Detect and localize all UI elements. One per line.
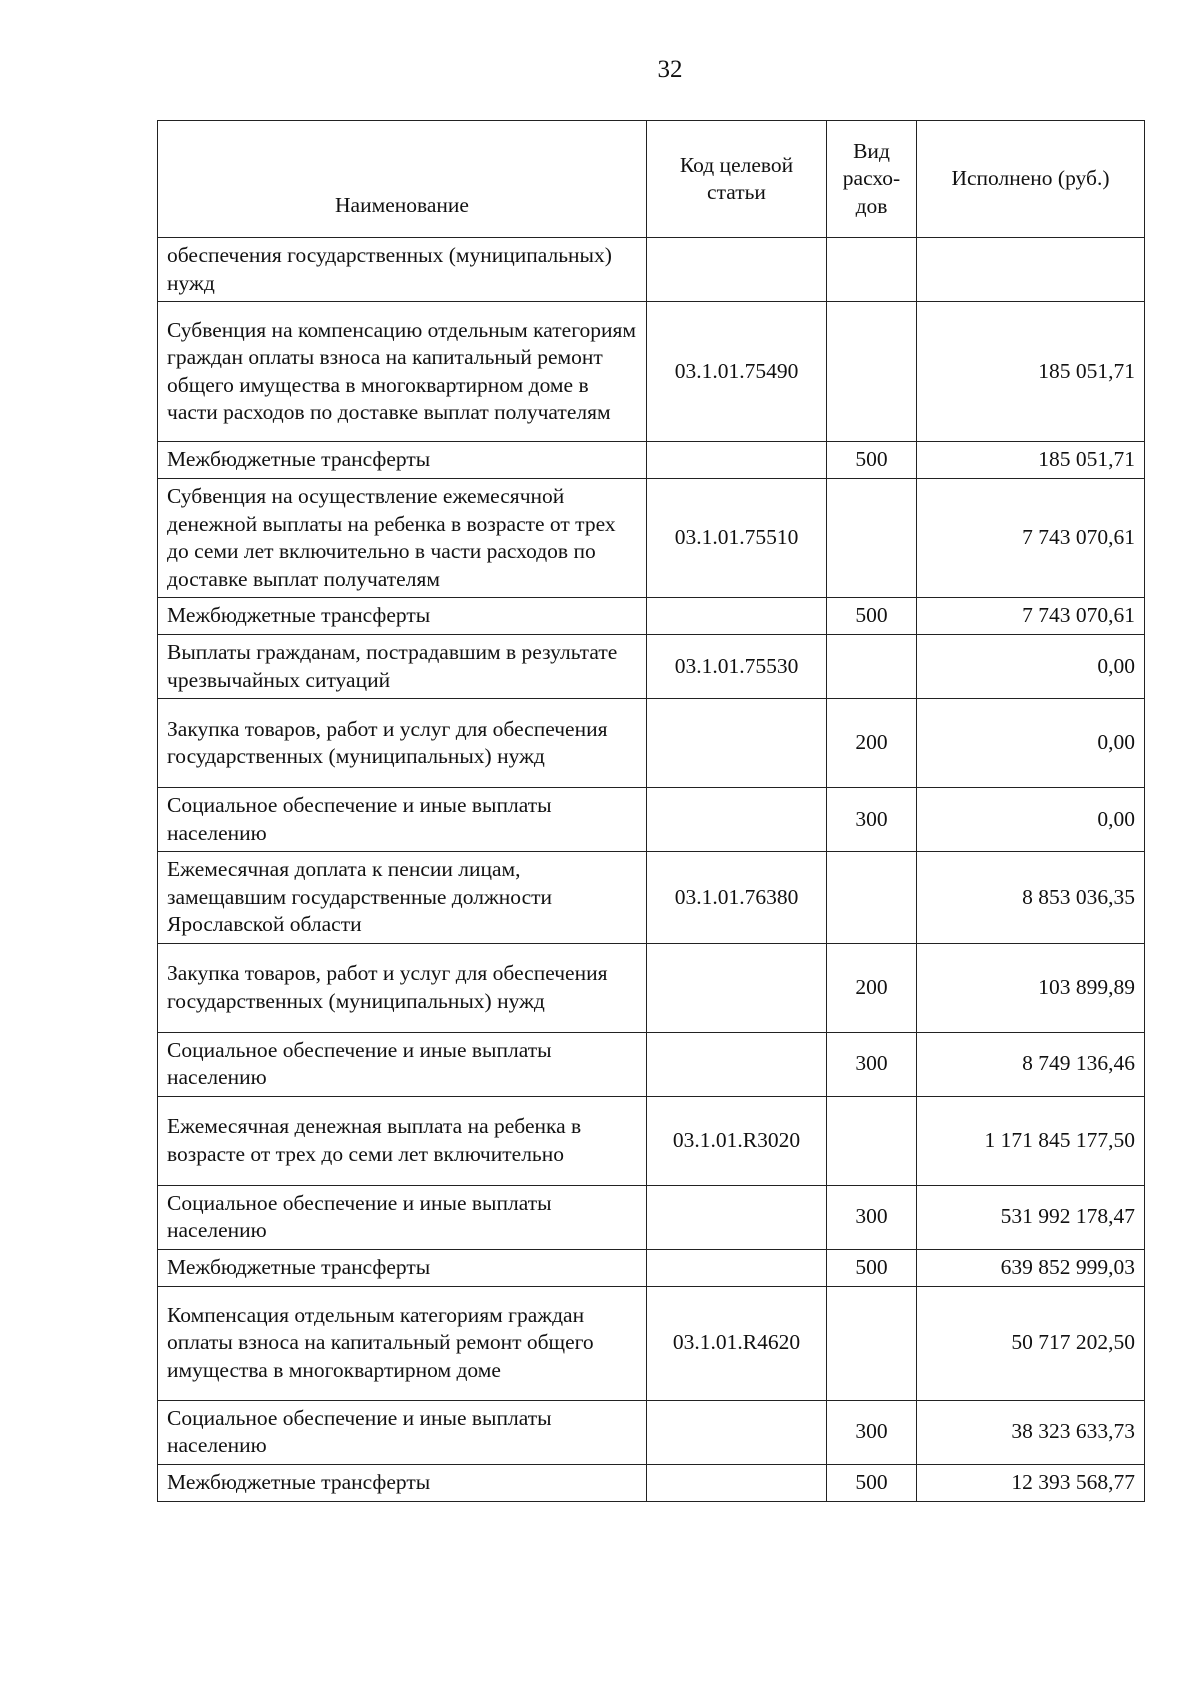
row-amount: 0,00 xyxy=(917,699,1145,788)
row-name: Закупка товаров, работ и услуг для обеспечения государственных (муниципальных) нужд xyxy=(158,943,647,1032)
row-amount: 0,00 xyxy=(917,635,1145,699)
row-name: Социальное обеспечение и иные выплаты населению xyxy=(158,1185,647,1249)
row-amount: 8 853 036,35 xyxy=(917,852,1145,944)
row-amount: 103 899,89 xyxy=(917,943,1145,1032)
row-kind xyxy=(827,479,917,598)
table-row xyxy=(158,1249,1145,1286)
expenditure-table xyxy=(157,120,1145,1502)
row-name: Межбюджетные трансферты xyxy=(158,1464,647,1501)
row-kind xyxy=(827,1286,917,1400)
row-kind xyxy=(827,238,917,302)
table-row xyxy=(158,788,1145,852)
row-code: 03.1.01.R3020 xyxy=(647,1096,827,1185)
row-kind: 300 xyxy=(827,788,917,852)
row-name: Ежемесячная денежная выплата на ребенка в возрасте от трех до семи лет включительно xyxy=(158,1096,647,1185)
row-code xyxy=(647,1464,827,1501)
row-amount: 8 749 136,46 xyxy=(917,1032,1145,1096)
row-code xyxy=(647,699,827,788)
row-amount: 7 743 070,61 xyxy=(917,598,1145,635)
table-row xyxy=(158,479,1145,598)
header-name: Наименование xyxy=(158,121,647,238)
row-amount: 185 051,71 xyxy=(917,302,1145,442)
row-kind: 300 xyxy=(827,1032,917,1096)
table-row xyxy=(158,635,1145,699)
row-amount: 7 743 070,61 xyxy=(917,479,1145,598)
row-code: 03.1.01.R4620 xyxy=(647,1286,827,1400)
row-kind xyxy=(827,635,917,699)
row-kind: 500 xyxy=(827,598,917,635)
table-row xyxy=(158,1286,1145,1400)
table-row xyxy=(158,1185,1145,1249)
row-name: Социальное обеспечение и иные выплаты населению xyxy=(158,788,647,852)
row-amount: 12 393 568,77 xyxy=(917,1464,1145,1501)
table-row xyxy=(158,238,1145,302)
row-amount: 1 171 845 177,50 xyxy=(917,1096,1145,1185)
row-code xyxy=(647,788,827,852)
row-kind: 500 xyxy=(827,1464,917,1501)
header-kind: Вид расхо-дов xyxy=(827,121,917,238)
page-number: 32 xyxy=(657,56,683,83)
row-name: Межбюджетные трансферты xyxy=(158,1249,647,1286)
row-name: Ежемесячная доплата к пенсии лицам, замещавшим государственные должности Ярославской области xyxy=(158,852,647,944)
row-name: Социальное обеспечение и иные выплаты населению xyxy=(158,1032,647,1096)
row-code xyxy=(647,1032,827,1096)
row-code: 03.1.01.75510 xyxy=(647,479,827,598)
row-amount: 50 717 202,50 xyxy=(917,1286,1145,1400)
row-name: обеспечения государственных (муниципальных) нужд xyxy=(158,238,647,302)
table-row xyxy=(158,1400,1145,1464)
row-kind: 200 xyxy=(827,943,917,1032)
row-code xyxy=(647,238,827,302)
table-row xyxy=(158,442,1145,479)
row-kind: 500 xyxy=(827,442,917,479)
row-name: Закупка товаров, работ и услуг для обеспечения государственных (муниципальных) нужд xyxy=(158,699,647,788)
table-row xyxy=(158,598,1145,635)
table-row xyxy=(158,699,1145,788)
row-name: Субвенция на компенсацию отдельным категориям граждан оплаты взноса на капитальный ремонт общего имущества в многоквартирном доме в части расходов по доставке выплат получателям xyxy=(158,302,647,442)
row-amount xyxy=(917,238,1145,302)
header-amount: Исполнено (руб.) xyxy=(917,121,1145,238)
table-row xyxy=(158,852,1145,944)
row-amount: 0,00 xyxy=(917,788,1145,852)
row-amount: 185 051,71 xyxy=(917,442,1145,479)
row-code xyxy=(647,1400,827,1464)
row-name: Субвенция на осуществление ежемесячной денежной выплаты на ребенка в возрасте от трех до семи лет включительно в части расходов по доставке выплат получателям xyxy=(158,479,647,598)
row-amount: 531 992 178,47 xyxy=(917,1185,1145,1249)
row-kind: 200 xyxy=(827,699,917,788)
row-code xyxy=(647,943,827,1032)
table-row xyxy=(158,1096,1145,1185)
header-code: Код целевой статьи xyxy=(647,121,827,238)
table-row xyxy=(158,1032,1145,1096)
table-body xyxy=(158,238,1145,1502)
row-name: Выплаты гражданам, пострадавшим в результате чрезвычайных ситуаций xyxy=(158,635,647,699)
row-code xyxy=(647,1185,827,1249)
row-kind: 300 xyxy=(827,1185,917,1249)
table-header-row xyxy=(158,121,1145,238)
row-kind xyxy=(827,302,917,442)
row-code: 03.1.01.75490 xyxy=(647,302,827,442)
table-row xyxy=(158,1464,1145,1501)
row-amount: 38 323 633,73 xyxy=(917,1400,1145,1464)
row-amount: 639 852 999,03 xyxy=(917,1249,1145,1286)
row-kind: 500 xyxy=(827,1249,917,1286)
row-code: 03.1.01.76380 xyxy=(647,852,827,944)
row-code xyxy=(647,598,827,635)
row-name: Межбюджетные трансферты xyxy=(158,598,647,635)
table-row xyxy=(158,943,1145,1032)
row-code xyxy=(647,442,827,479)
row-code: 03.1.01.75530 xyxy=(647,635,827,699)
row-name: Социальное обеспечение и иные выплаты населению xyxy=(158,1400,647,1464)
table-row xyxy=(158,302,1145,442)
row-kind xyxy=(827,852,917,944)
row-name: Межбюджетные трансферты xyxy=(158,442,647,479)
row-kind: 300 xyxy=(827,1400,917,1464)
row-name: Компенсация отдельным категориям граждан оплаты взноса на капитальный ремонт общего имущества в многоквартирном доме xyxy=(158,1286,647,1400)
row-kind xyxy=(827,1096,917,1185)
row-code xyxy=(647,1249,827,1286)
